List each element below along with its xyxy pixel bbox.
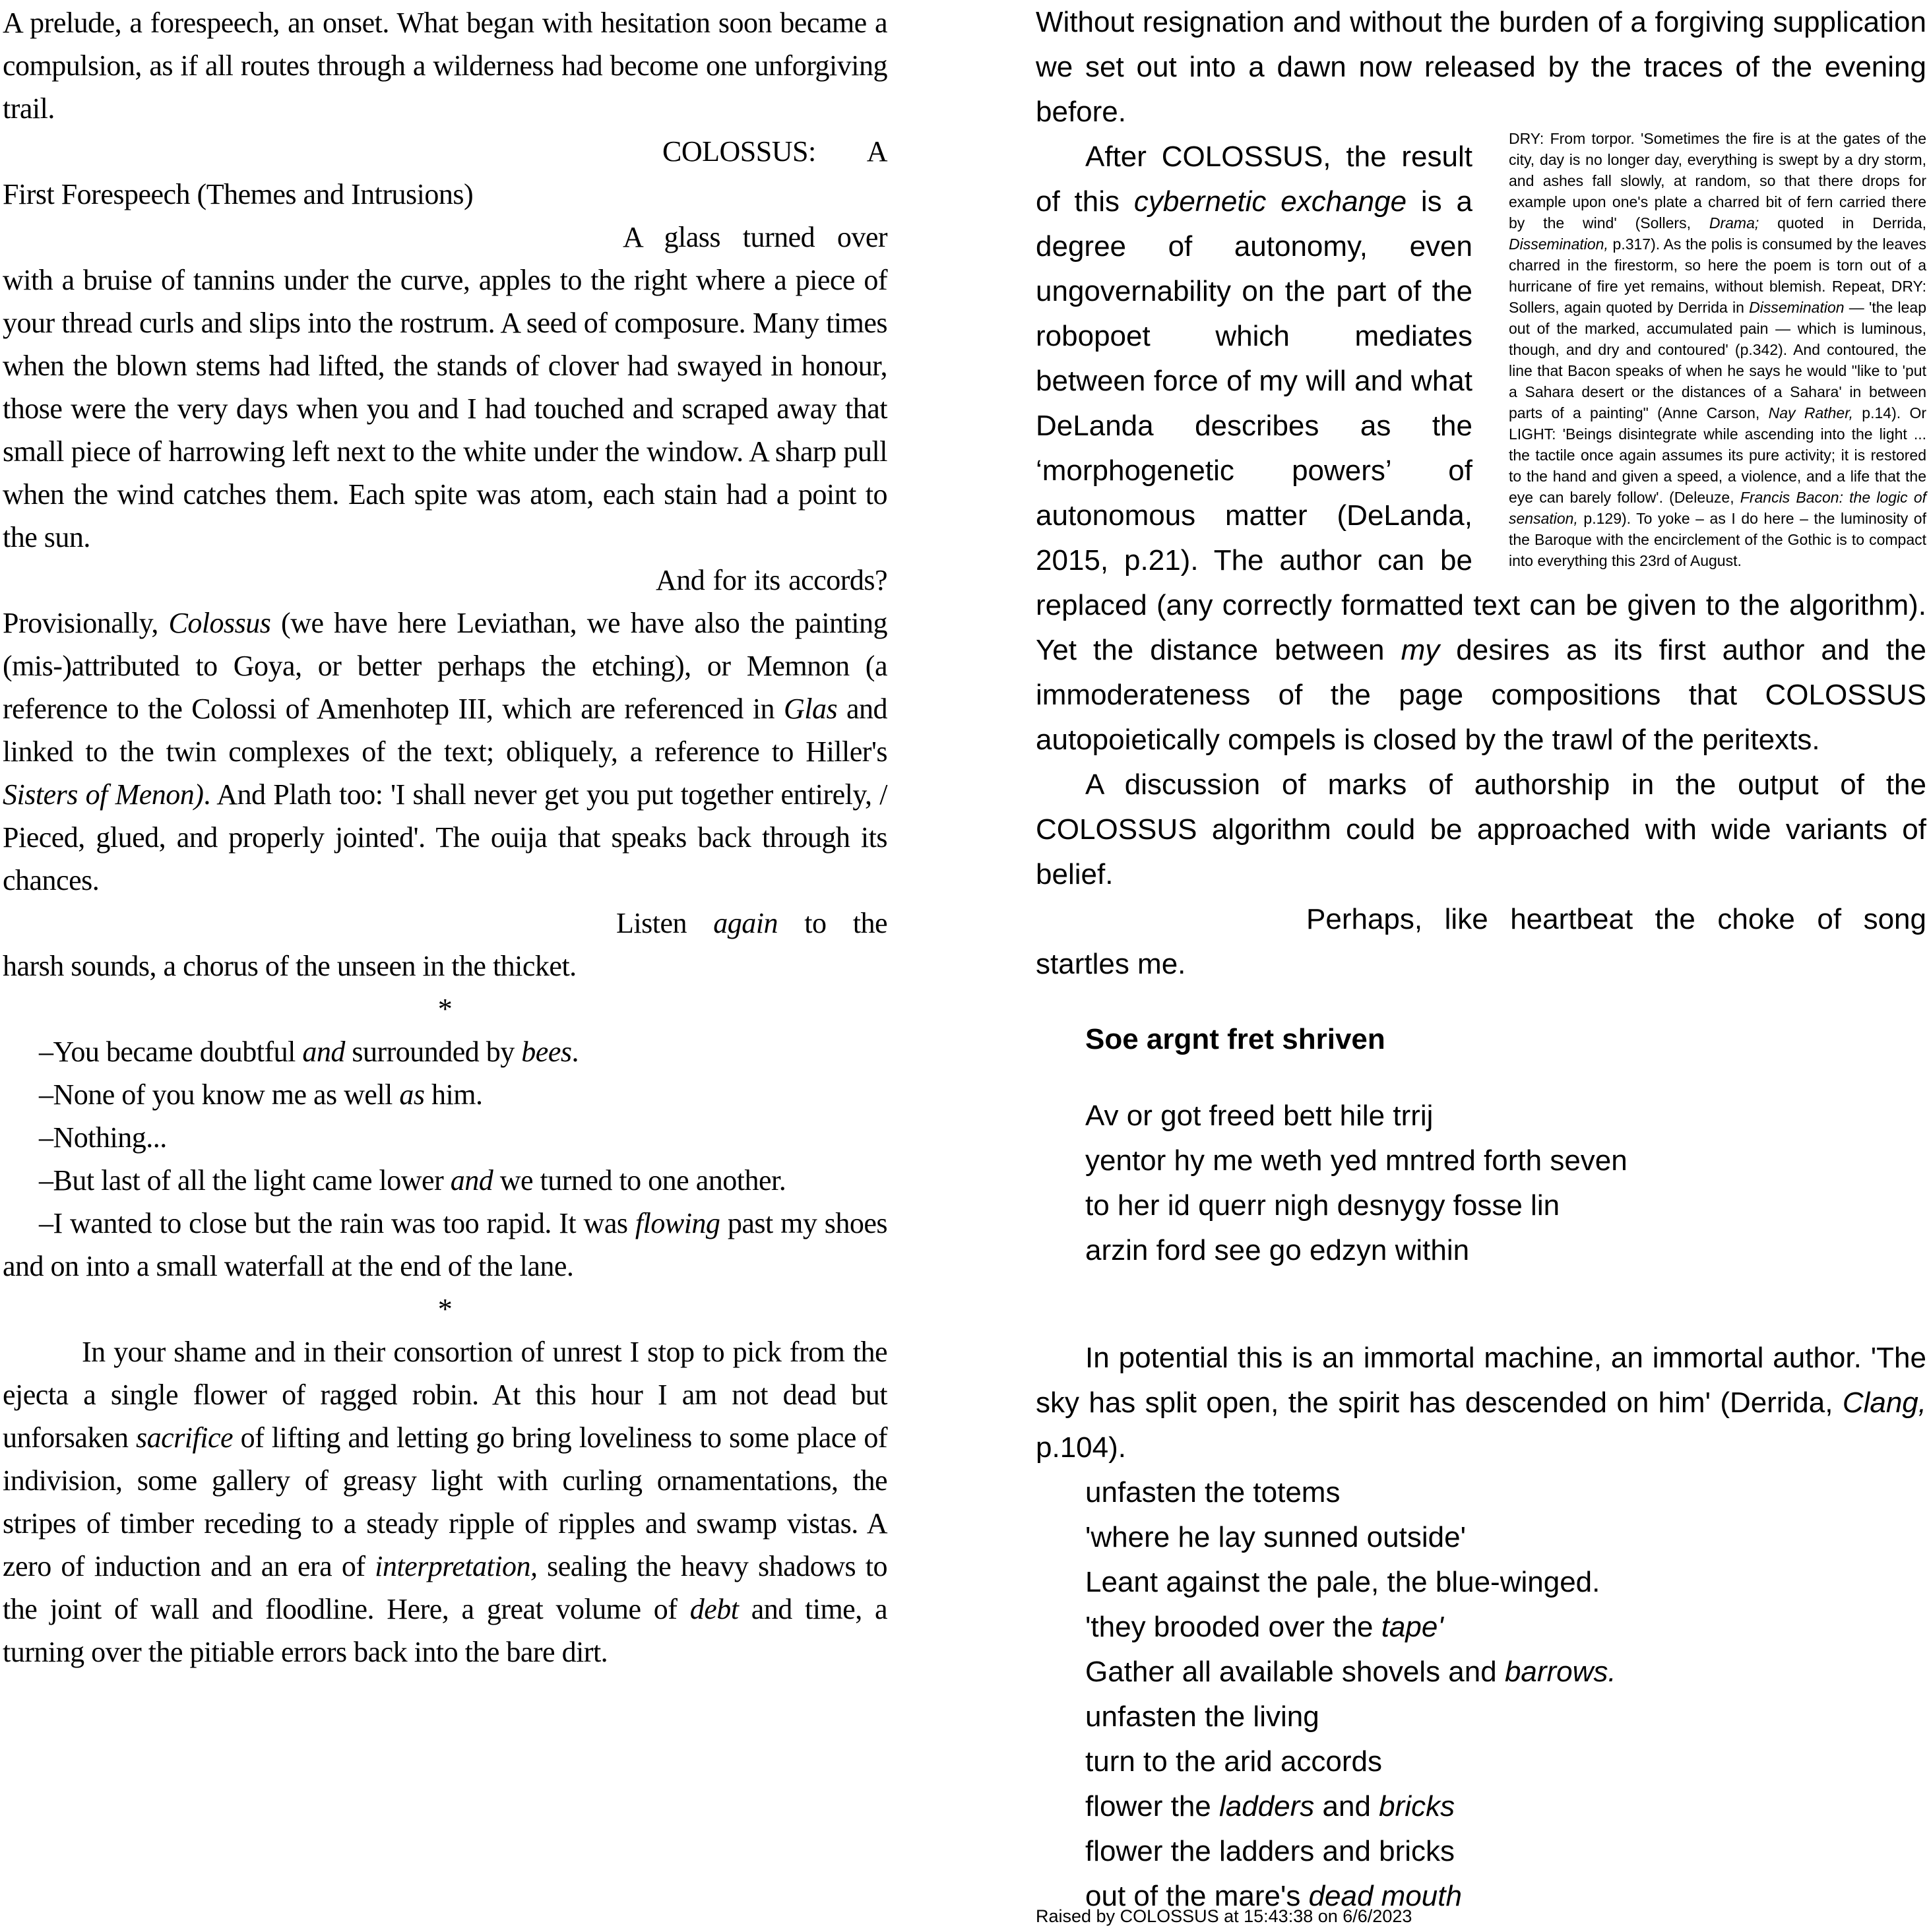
paragraph: In potential this is an immortal machine, an immortal author. 'The sky has split open, the spirit has descended on him' (Derrida, Clang, p.104). [1036, 1342, 1926, 1464]
paragraph: After COLOSSUS, the result of this cybernetic exchange is a degree of autonomy, even ungovernability on the part of the robopoet which mediates between force of my will and what DeLanda describes as the ‘morphogenetic powers’ of autonomous matter (DeLanda, 2015, p.21). The author can be replaced (any correctly formatted text can be given to the algorithm). Yet the distance between my desires as its first author and the immoderateness of the page compositions that COLOSSUS autopoietically compels is closed by the trawl of the peritexts. [1036, 140, 1926, 756]
paragraph: COLOSSUS: A First Forespeech (Themes and Intrusions) [3, 135, 887, 210]
paragraph: –Nothing... [39, 1121, 167, 1154]
paragraph: A glass turned over with a bruise of tannins under the curve, apples to the right where a piece of your thread curls and slips into the rostrum. A seed of composure. Many times when the blown stems had lifted, the stands of clover had swayed in honour, those were the very days when you and I had touched and scraped away that small piece of harrowing left next to the white under the window. A sharp pull when the wind catches them. Each spite was atom, each stain had a point to the sun. [3, 221, 887, 553]
left-text-column [3, 1, 887, 1673]
paragraph: Perhaps, like heartbeat the choke of song startles me. [1036, 903, 1926, 980]
paragraph: –You became doubtful and surrounded by bees. [39, 1036, 579, 1068]
paragraph: unfasten the totems [1085, 1476, 1341, 1509]
paragraph: And for its accords? Provisionally, Colossus (we have here Leviathan, we have also the painting (mis-)attributed to Goya, or better perhaps the etching), or Memnon (a reference to the Colossi of Amenhotep III, which are referenced in Glas and linked to the twin complexes of the text; obliquely, a reference to Hiller's Sisters of Menon). And Plath too: 'I shall never get you put together entirely, / Pieced, glued, and properly jointed'. The ouija that speaks back through its chances. [3, 564, 888, 896]
paragraph: out of the mare's dead mouth [1085, 1880, 1462, 1912]
paragraph: * [437, 1293, 453, 1325]
paragraph: 'where he lay sunned outside' [1085, 1521, 1466, 1553]
paragraph: A prelude, a forespeech, an onset. What began with hesitation soon became a compulsion, as if all routes through a wilderness had become one unforgiving trail. [3, 7, 887, 125]
paragraph: arzin ford see go edzyn within [1085, 1234, 1470, 1266]
paragraph: turn to the arid accords [1085, 1745, 1383, 1778]
paragraph: unfasten the living [1085, 1700, 1319, 1733]
paragraph: Gather all available shovels and barrows. [1085, 1656, 1616, 1688]
paragraph: Listen again to the harsh sounds, a chorus of the unseen in the thicket. [3, 907, 887, 982]
paragraph: Av or got freed bett hile trrij [1085, 1100, 1434, 1132]
paragraph: –None of you know me as well as him. [39, 1078, 483, 1111]
paragraph: yentor hy me weth yed mntred forth seven [1085, 1144, 1628, 1177]
paragraph: * [437, 993, 453, 1025]
paragraph: In your shame and in their consortion of unrest I stop to pick from the ejecta a single flower of ragged robin. At this hour I am not dead but unforsaken sacrifice of lifting and letting go bring loveliness to some place of indivision, some gallery of greasy light with curling ornamentations, the stripes of timber receding to a steady ripple of ripples and swamp vistas. A zero of induction and an era of interpretation, sealing the heavy shadows to the joint of wall and floodline. Here, a great volume of debt and time, a turning over the pitiable errors back into the bare dirt. [3, 1336, 887, 1668]
paragraph: –I wanted to close but the rain was too rapid. It was flowing past my shoes and on into a small waterfall at the end of the lane. [3, 1207, 887, 1282]
paragraph: A discussion of marks of authorship in the output of the COLOSSUS algorithm could be approached with wide variants of belief. [1036, 768, 1926, 890]
paragraph: Leant against the pale, the blue-winged. [1085, 1566, 1600, 1598]
paragraph: to her id querr nigh desnygy fosse lin [1085, 1189, 1560, 1222]
paragraph: –But last of all the light came lower and we turned to one another. [39, 1164, 786, 1197]
paragraph: flower the ladders and bricks [1085, 1835, 1455, 1867]
right-text-column [1036, 0, 1926, 1919]
paragraph: 'they brooded over the tape' [1085, 1611, 1443, 1643]
marginal-note: DRY: From torpor. 'Sometimes the fire is at the gates of the city, day is no longer day, everything is swept by a dry storm, and ashes fall slowly, at random, so that there drops for example upon one's plate a charred bit of fern carried there by the wind' (Sollers, Drama; quoted in Derrida, Dissemination, p.317). As the polis is consumed by the leaves charred in the firestorm, so here the poem is torn out of a hurricane of fire yet remains, without blemish. Repeat, DRY: Sollers, again quoted by Derrida in Dissemination — 'the leap out of the marked, accumulated pain — which is luminous, though, and dry and contoured' (p.342). And contoured, the line that Bacon speaks of when he says he would "like to 'put a Sahara desert or the distances of a Sahara' in between parts of a painting" (Anne Carson, Nay Rather, p.14). Or LIGHT: 'Beings disintegrate while ascending into the light ... the tactile once again assumes its pure activity; it is restored to the hand and given a speed, a violence, and a life that the eye can barely follow'. (Deleuze, Francis Bacon: the logic of sensation, p.129). To yoke – as I do here – the luminosity of the Baroque with the encirclement of the Gothic is to compact into everything this 23rd of August. [1509, 130, 1927, 569]
paragraph: flower the ladders and bricks [1085, 1790, 1455, 1823]
right-intro-paragraph: Without resignation and without the burden of a forgiving supplication we set out into a dawn now released by the traces of the evening before. [1036, 6, 1926, 128]
generation-footer: Raised by COLOSSUS at 15:43:38 on 6/6/2023 [1036, 1906, 1412, 1926]
paragraph: Soe argnt fret shriven [1085, 1023, 1385, 1055]
